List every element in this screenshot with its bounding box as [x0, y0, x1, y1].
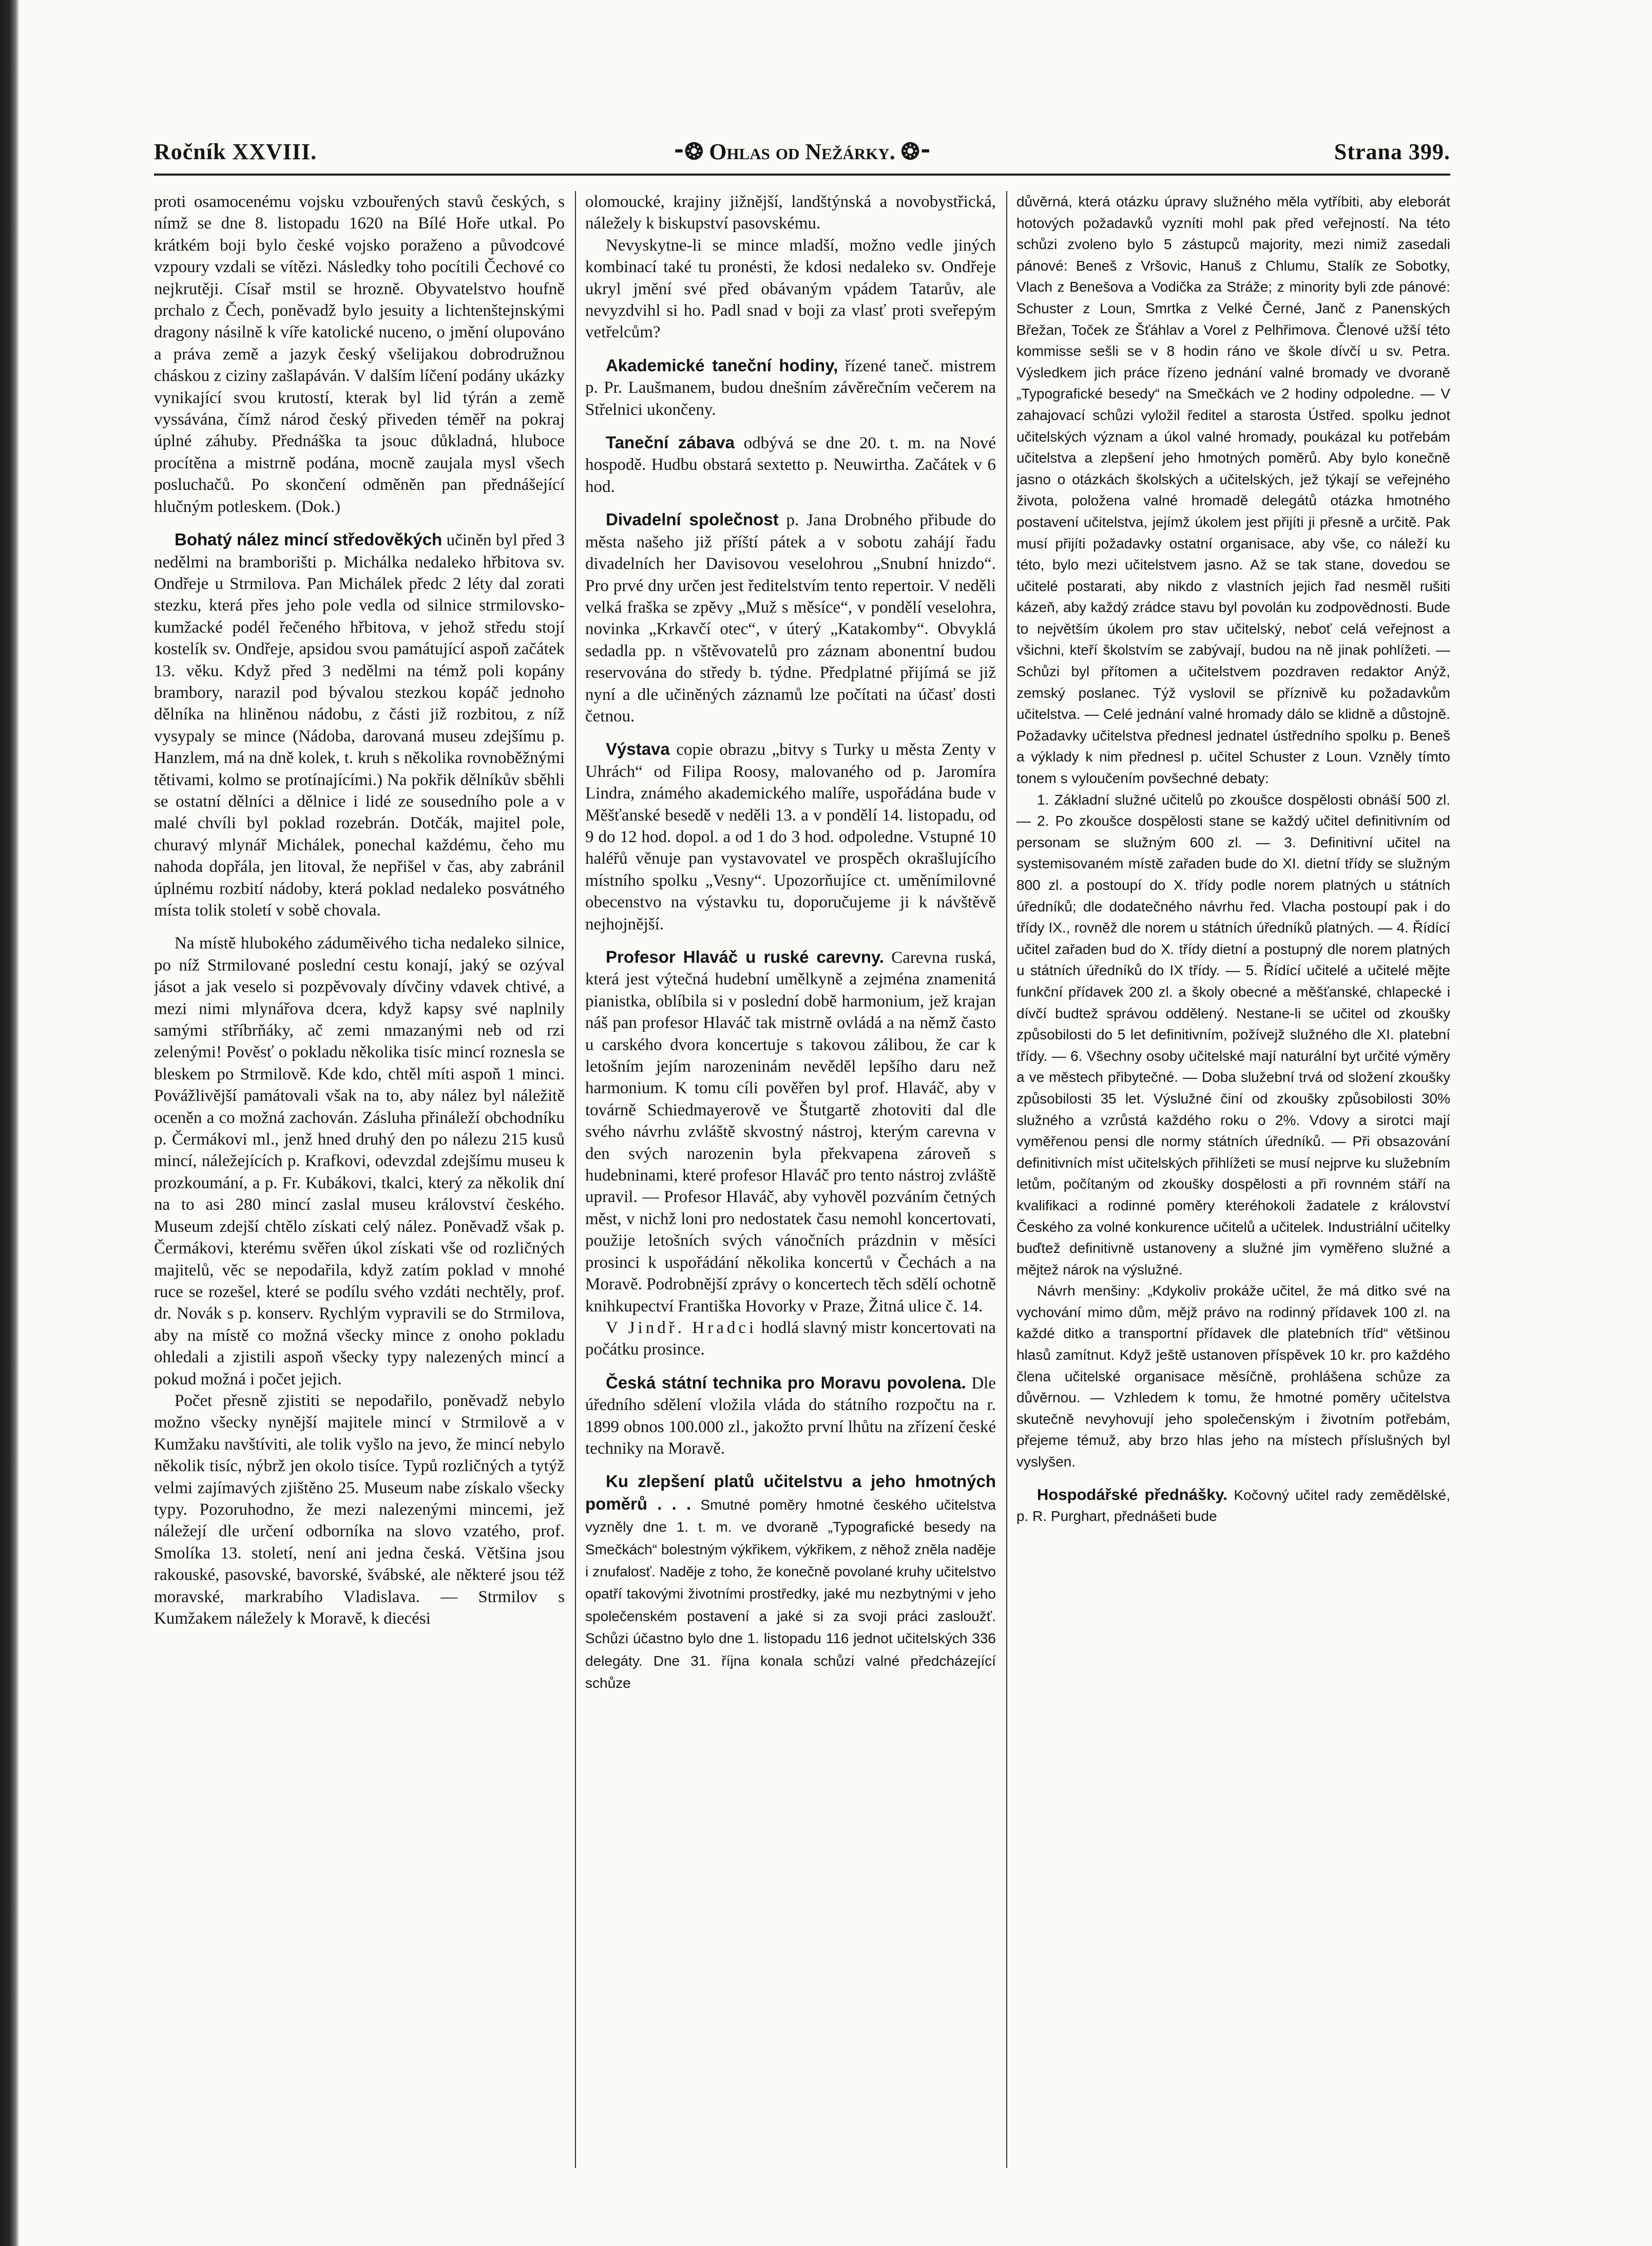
- article-text: Carevna ruská, která jest výtečná hudební umělkyně a zejména znamenitá pianistka, oblíbila si v poslední době harmonium, jež krajan náš pan profesor Hlaváč tak mistrně ovládá a na němž často u carského dvora koncertuje s takovou zálibou, že car k letošním jejím narozeninám nevěděl lepšího daru než harmonium. K tomu cíli pověřen byl prof. Hlaváč, aby v továrně Schiedmayerově ve Štutgartě zhotoviti dal dle svého návrhu zvláště skvostný nástroj, kterým carevna v den svých narozenin byla překvapena zároveň s hudebninami, které profesor Hlaváč pro tento nástroj zvláště upravil. — Profesor Hlaváč, aby vyhověl pozváním četných měst, v nichž loni pro nedostatek času nemohl koncertovati, použije letošních svých vánočních prázdnin v měsíci prosinci k uspořádání několika koncertů v Čechách a na Moravě. Podrobnější zprávy o koncertech těch sdělí ochotně knihkupectví Františka Hovorky v Praze, Žitná ulice č. 14.: [585, 948, 996, 1316]
- article-text: olomoucké, krajiny jižnější, landštýnská a novobystřická, náležely k biskupství pasovskému.: [585, 193, 996, 233]
- article-text: důvěrná, která otázku úpravy služného měla vytříbiti, aby eleborát hotových požadavků vyzníti mohl pak před veřejností. Na této schůzi zvoleno bylo 5 zástupců majority, mezi nimiž zasedali pánové: Beneš z Vršovic, Hanuš z Chlumu, Stalík ze Sobotky, Vlach z Benešova a Vodička za Stráže; z minority byli zde pánové: Schuster z Loun, Smrtka z Velké Černé, Janč z Panenských Břežan, Toček ze Šťáhlav a Vorel z Pelhřimova. Členové užší této kommisse sešli se v 8 hodin ráno ve škole dívčí u sv. Petra. Výsledkem jich práce řízeno jednání valné bromady ve dvoraně „Typografické besedy“ na Smečkách ve 2 hodiny odpoledne. — V zahajovací schůzi vyložil ředitel a starosta Ústřed. spolku jednot učitelských význam a úkol valné hromady, poukázal ku potřebám učitelstva a zlepšení jeho hmotných poměrů. Aby bylo konečně jasno o otázkách školských a učitelských, jež týkají se veřejného života, položena valné hromadě delegátů otázka hmotného postavení učitelstva, jejímž úkolem jest přijíti ji přesně a určitě. Pak musí přijíti požadavky ostatní organisace, aby vše, co náleží ku této, bylo mezi učitelstvem jasno. Až se tak stane, dovedou se učitelé postarati, aby nikdo z vlastních jejich řad nesměl rušiti kázeň, aby každý zrádce stavu byl povolán ku zodpovědnosti. Bude to největším úkolem pro stav učitelský, neboť celá veřejnost a všichni, kteří školstvím se zabývají, budou na ně jinak pohlížeti. — Schůzi byl přítomen a učitelstvem pozdraven redaktor Anýž, zemský poslanec. Týž vyslovil se příznivě ku požadavkům učitelstva. — Celé jednání valné hromady dálo se klidně a důstojně. Požadavky učitelstva přednesl jednatel ústředního spolku p. Beneš a výklady k nim přednesl p. učitel Schuster z Loun. Vzněly tímto tonem s vyloučením povšechné debaty:: [1016, 194, 1450, 787]
- article-text: Počet přesně zjistiti se nepodařilo, poněvadž nebylo možno všecky nynější majitele mincí v Strmilově a v Kumžaku navštíviti, ale tolik vyšlo na jevo, že mincí nebylo několik tisíc, nýbrž jen okolo tisíce. Typů rozličných a tytýž velmi zajímavých zjištěno 25. Museum nabe získalo všecky typy. Pozoruhodno, že mezi nalezenými mincemi, jež náležejí dle určení odborníka na slovo vzatého, prof. Smolíka 13. století, není ani jedna česká. Většina jsou rakouské, pasovské, bavorské, švábské, ale některé jsou též moravské, markrabího Vladislava. — Strmilov s Kumžakem náležely k Moravě, k diecési: [154, 1391, 565, 1628]
- article-heading: Taneční zábava: [606, 433, 735, 452]
- article-text: odbývá se dne 20. t. m. na Nové hospodě. Hudbu obstará sextetto p. Neuwirtha. Začátek v 6 hod.: [585, 434, 996, 496]
- masthead-title: [154, 139, 1450, 165]
- city-name: V Jindř. Hradci: [606, 1318, 757, 1337]
- article-text: Kočovný učitel rady zemědělské, p. R. Purghart, přednášeti bude: [1016, 1487, 1450, 1525]
- page-header: [154, 128, 1450, 169]
- article-demands: 1. Základní služné učitelů po zkoušce dospělosti obnáší 500 zl. — 2. Po zkoušce dospělosti stane se každý učitel definitivním od personam se služným 600 zl. — 3. Definitivní učitel na systemisovaném místě zařaden bude do XI. dietní třídy se služným 800 zl. a postoupí do X. třídy podle norem platných u státních úředníků; dle dodatečného návrhu řed. Vlacha postoupí pak i do třídy IX., rovněž dle norem u státních úředníků platných. — 4. Řídící učitel zařaden bud do X. třídy dietní a postupný dle norem platných u státních úředníků do IX třídy. — 5. Řídící učitelé a učitelé mějte funkční přídavek 200 zl. a školy obecné a měšťanské, chlapecké i dívčí budtež správou oddělený. Nestane-li se učitel od zkoušky způsobilosti do 5 let definitivním, požívejž služného dle XI. platební třídy. — 6. Všechny osoby učitelské mají naturální byt určité výměry a ve městech přibytečné. — Doba služební trvá od složení zkoušky způsobilosti 35 let. Výslužné činí od zkoušky způsobilosti 30% služného a vzrůstá každého roku o 2%. Vdovy a sirotci mají vyměřenou pensi dle normy státních úředníků. — Při obsazování definitivních míst učitelských přihlížeti se musí nejprve ku služebním letům, počítaným od zkoušky dospělosti a při rovnném stáří na kvalifikaci a rodinné poměry kteréhokoli žadatele z království Českého za volné konkurence učitelů a učitelek. Industriální učitelky buďtež definitivně ustanoveny a služné jim vyměřeno služné a mějtež nárok na výslužné.: [1016, 791, 1450, 1278]
- article-hlavac: [585, 946, 996, 1317]
- article-minority-proposal: Návrh menšiny: „Kdykoliv prokáže učitel, že má ditko své na vychování mimo dům, mějž právo na rodinný přídavek 100 zl. na každé ditko a transportní přídavek dle platebních tříd“ většinou hlasů zamítnut. Když ještě ustanoven příspěvek 10 kr. pro každého člena učitelské organisace měsíčně, prohlášena schůze za důvěrnou. — Vzhledem k tomu, že hmotné poměry učitelstva skutečně nevyhovují jeho společenským i životním potřebám, přejeme témuž, aby brzo hlas jeho na místech příslušných byl vyslyšen.: [1016, 1283, 1450, 1470]
- ornament-left-icon: ⁃❂: [673, 139, 704, 164]
- article-text: hodlá slavný mistr koncertovati na počátku prosince.: [585, 1318, 996, 1359]
- column-divider-2: [1006, 191, 1007, 2168]
- article-text: učiněn byl před 3 nedělmi na bramborišti p. Michálka nedaleko hřbitova sv. Ondřeje u Strmilova. Pan Michálek předc 2 léty dal zorati stezku, která přes jeho pole vedla od silnice strmilovsko-kumžacké podél řečeného hřbitova, v jehož středu stojí kostelík sv. Ondřeje, apsidou svou památující aspoň začátek 13. věku. Když před 3 nedělmi na témž poli kopány brambory, narazil pod bývalou stezkou kopáč jednoho dělníka na hliněnou nádobu, z části již rozbitou, z níž vysypaly se mince (Nádoba, darovaná museu zdejšímu p. Hanzlem, má na dně kolek, t. kruh s několika rovnoběžnými tětivami, kolmo se protínajícími.) Na pokřik dělníkův sběhli se ostatní dělníci a dělnice i lidé ze sousedního pole a v malé chvíli byl poklad rozebrán. Dotčák, majitel pole, churavý mlynář Michálek, ponechal každému, čeho mu nahoda dopřála, jen litoval, že nepřišel v čas, aby zabránil úplnému rozbití nádoby, která poklad nedaleko posvátného místa tolik století v sobě chovala.: [154, 531, 565, 920]
- article-hlavac-concert: [585, 1317, 996, 1361]
- newspaper-title: Ohlas od Nežárky.: [709, 139, 895, 164]
- article-text: Smutné poměry hmotné českého učitelstva vyzněly dne 1. t. m. ve dvoraně „Typografické besedy na Smečkách“ bolestným výkřikem, výkřikem, z něhož zněla naděje i znufalosť. Naděje z toho, že konečně povolané kruhy učitelstvo opatří takovými životními prostředky, jaké mu nezbytnými v jeho společenském postavení a jaké si za svoji práci zasloužť. Schůzi účastno bylo dne 1. listopadu 116 jednot učitelských 336 delegáty. Dne 31. října konala schůzi valné předcházející schůze: [585, 1496, 996, 1691]
- volume-label: Ročník XXVIII.: [154, 139, 317, 164]
- column-1: [154, 191, 565, 2168]
- article-heading: Akademické taneční hodiny,: [606, 355, 838, 375]
- article-text: Dle úředního sdělení vložila vláda do státního rozpočtu na r. 1899 obnos 100.000 zl., jakožto první lhůtu na zřízení české techniky na Moravě.: [585, 1374, 996, 1458]
- article-teachers: [585, 1471, 996, 1694]
- article-coin-find: [154, 529, 565, 921]
- article-dance-lessons: [585, 355, 996, 421]
- page-number: Strana 399.: [1334, 139, 1450, 164]
- article-text: proti osamocenému vojsku vzbouřených stavů českých, s nímž se dne 8. listopadu 1620 na Bílé Hoře utkal. Po krátkém boji bylo české vojsko poraženo a původcové vzpoury vzdali se vítězi. Následky toho pocítili Čechové co nejkrutěji. Císař mstil se hrozně. Obyvatelstvo houfně prchalo z Čech, poněvadž bylo jesuity a lichtenštejnskými dragony násilně k víře katolické nuceno, o jmění olupováno a práva země a jazyk český všelijakou dobrodružnou cháskou z ciziny zašlapáván. V dalším líčení podány ukázky vynikající svou krutostí, kterak byl lid týrán a země vyssávána, čímž národ český přiveden téměř na pokraj úplné záhuby. Přednáška ta jsouc důkladná, hluboce procítěna a mistrně podána, mocně zaujala mysl všech posluchačů. Po skončení odměněn pan přednášející hlučným potleskem. (Dok.): [154, 193, 565, 516]
- article-heading: Profesor Hlaváč u ruské carevny.: [606, 947, 885, 966]
- article-text: Nevyskytne-li se mince mladší, možno vedle jiných kombinací také tu pronésti, že kdosi nedaleko sv. Ondřeje ukryl jmění své před obávaným vpádem Tatarův, ale nevyzdvihl si ho. Padl snad v boji za vlasť proti sveřepým vetřelcům?: [585, 236, 996, 342]
- page-binding-shadow: [0, 0, 20, 2246]
- column-3: [1016, 191, 1450, 2168]
- article-text: Na místě hlubokého záduměivého ticha nedaleko silnice, po níž Strmilované poslední cestu konají, jaký se ozýval jásot a jak veselo si pozpěvovaly dívčiny vdavek chtivé, a mezi nimi mlynářova dcera, když kapsy své naplnily samými stříbrňáky, ač zemi nmazanými neb od rzi zelenými! Pověsť o pokladu několika tisíc mincí roznesla se bleskem po Strmilově. Kde kdo, chtěl míti aspoň 1 minci. Povážlivější památovali však na to, aby nález byl náležitě oceněn a co možná zachován. Zásluha přináleží obchodníku p. Čermákovi ml., jenž hned druhý den po nálezu 215 kusů mincí, náležejících p. Krafkovi, odevzdal zdejšímu museu k prozkoumání, a p. Fr. Kubákovi, tkalci, který za několik dní na to asi 280 mincí zaslal museu království českého. Museum zdejší chtělo získati celý nález. Poněvadž však p. Čermákovi, kterému svěřen úkol získati vše od rozličných majitelů, věc se nepodařila, když zatím poklad v mnohé ruce se rozešel, které se podílu svého vzdáti nechtěly, prof. dr. Novák s p. konserv. Rychlým vypravili se do Strmilova, aby na místě co možná všecky mince z onoho pokladu ohledali a zjistili aspoň všecky typy nalezených mincí a pokud možná i počet jejich.: [154, 934, 565, 1388]
- article-heading: Česká státní technika pro Moravu povolena.: [606, 1373, 966, 1392]
- article-text: copie obrazu „bitvy s Turky u města Zenty v Uhrách“ od Filipa Roosy, malovaného od p. Jaromíra Lindra, známého akademického malíře, uspořádána bude v Měšťanské besedě v neděli 13. a v pondělí 14. listopadu, od 9 do 12 hod. dopol. a od 1 do 3 hod. odpoledne. Vstupné 10 haléřů věnuje pan vystavovatel ve prospěch okrašlujícího místního spolku „Vesny“. Upozorňujíce ct. uměnímilovné obecenstvo na výstavku tu, doporučujeme ji k návštěvě nejhojnější.: [585, 740, 996, 934]
- article-text: p. Jana Drobného přibude do města našeho již příští pátek a v sobotu zahájí řadu divadelních her Davisovou veselohrou „Snubní hnizdo“. Pro prvé dny určen jest ředitelstvím tento repertoir. V neděli velká fraška se zpěvy „Muž s měsíce“, v pondělí veselohra, novinka „Krkavčí otec“, v úterý „Katakomby“. Obvyklá sedadla pp. n vštěvovatelů pro záznam abonentní budou reservována do středy b. týdne. Předplatné přijímá se již nyní a dle učiněných záznamů lze počítati na účasť dosti četnou.: [585, 511, 996, 726]
- article-heading: Ku zlepšení platů učitelstvu a jeho hmotných poměrů . . .: [585, 1472, 996, 1513]
- article-theatre: [585, 509, 996, 727]
- header-rule: [154, 174, 1450, 176]
- article-text: řízené taneč. mistrem p. Pr. Laušmanem, budou dnešním závěrečním večerem na Střelnici ukončeny.: [585, 356, 996, 419]
- article-heading: Výstava: [606, 739, 670, 759]
- article-heading: Divadelní společnost: [606, 510, 779, 529]
- article-exhibition: [585, 738, 996, 935]
- column-divider-1: [575, 191, 576, 2168]
- ornament-right-icon: ❂⁃: [900, 139, 931, 164]
- article-heading: Bohatý nález mincí středověkých: [175, 530, 443, 549]
- article-technika: [585, 1372, 996, 1460]
- article-agri-lectures: [1016, 1484, 1450, 1527]
- column-2: [585, 191, 996, 2168]
- article-heading: Hospodářské přednášky.: [1037, 1485, 1228, 1503]
- article-dance-party: [585, 432, 996, 498]
- newspaper-page: [154, 128, 1450, 2172]
